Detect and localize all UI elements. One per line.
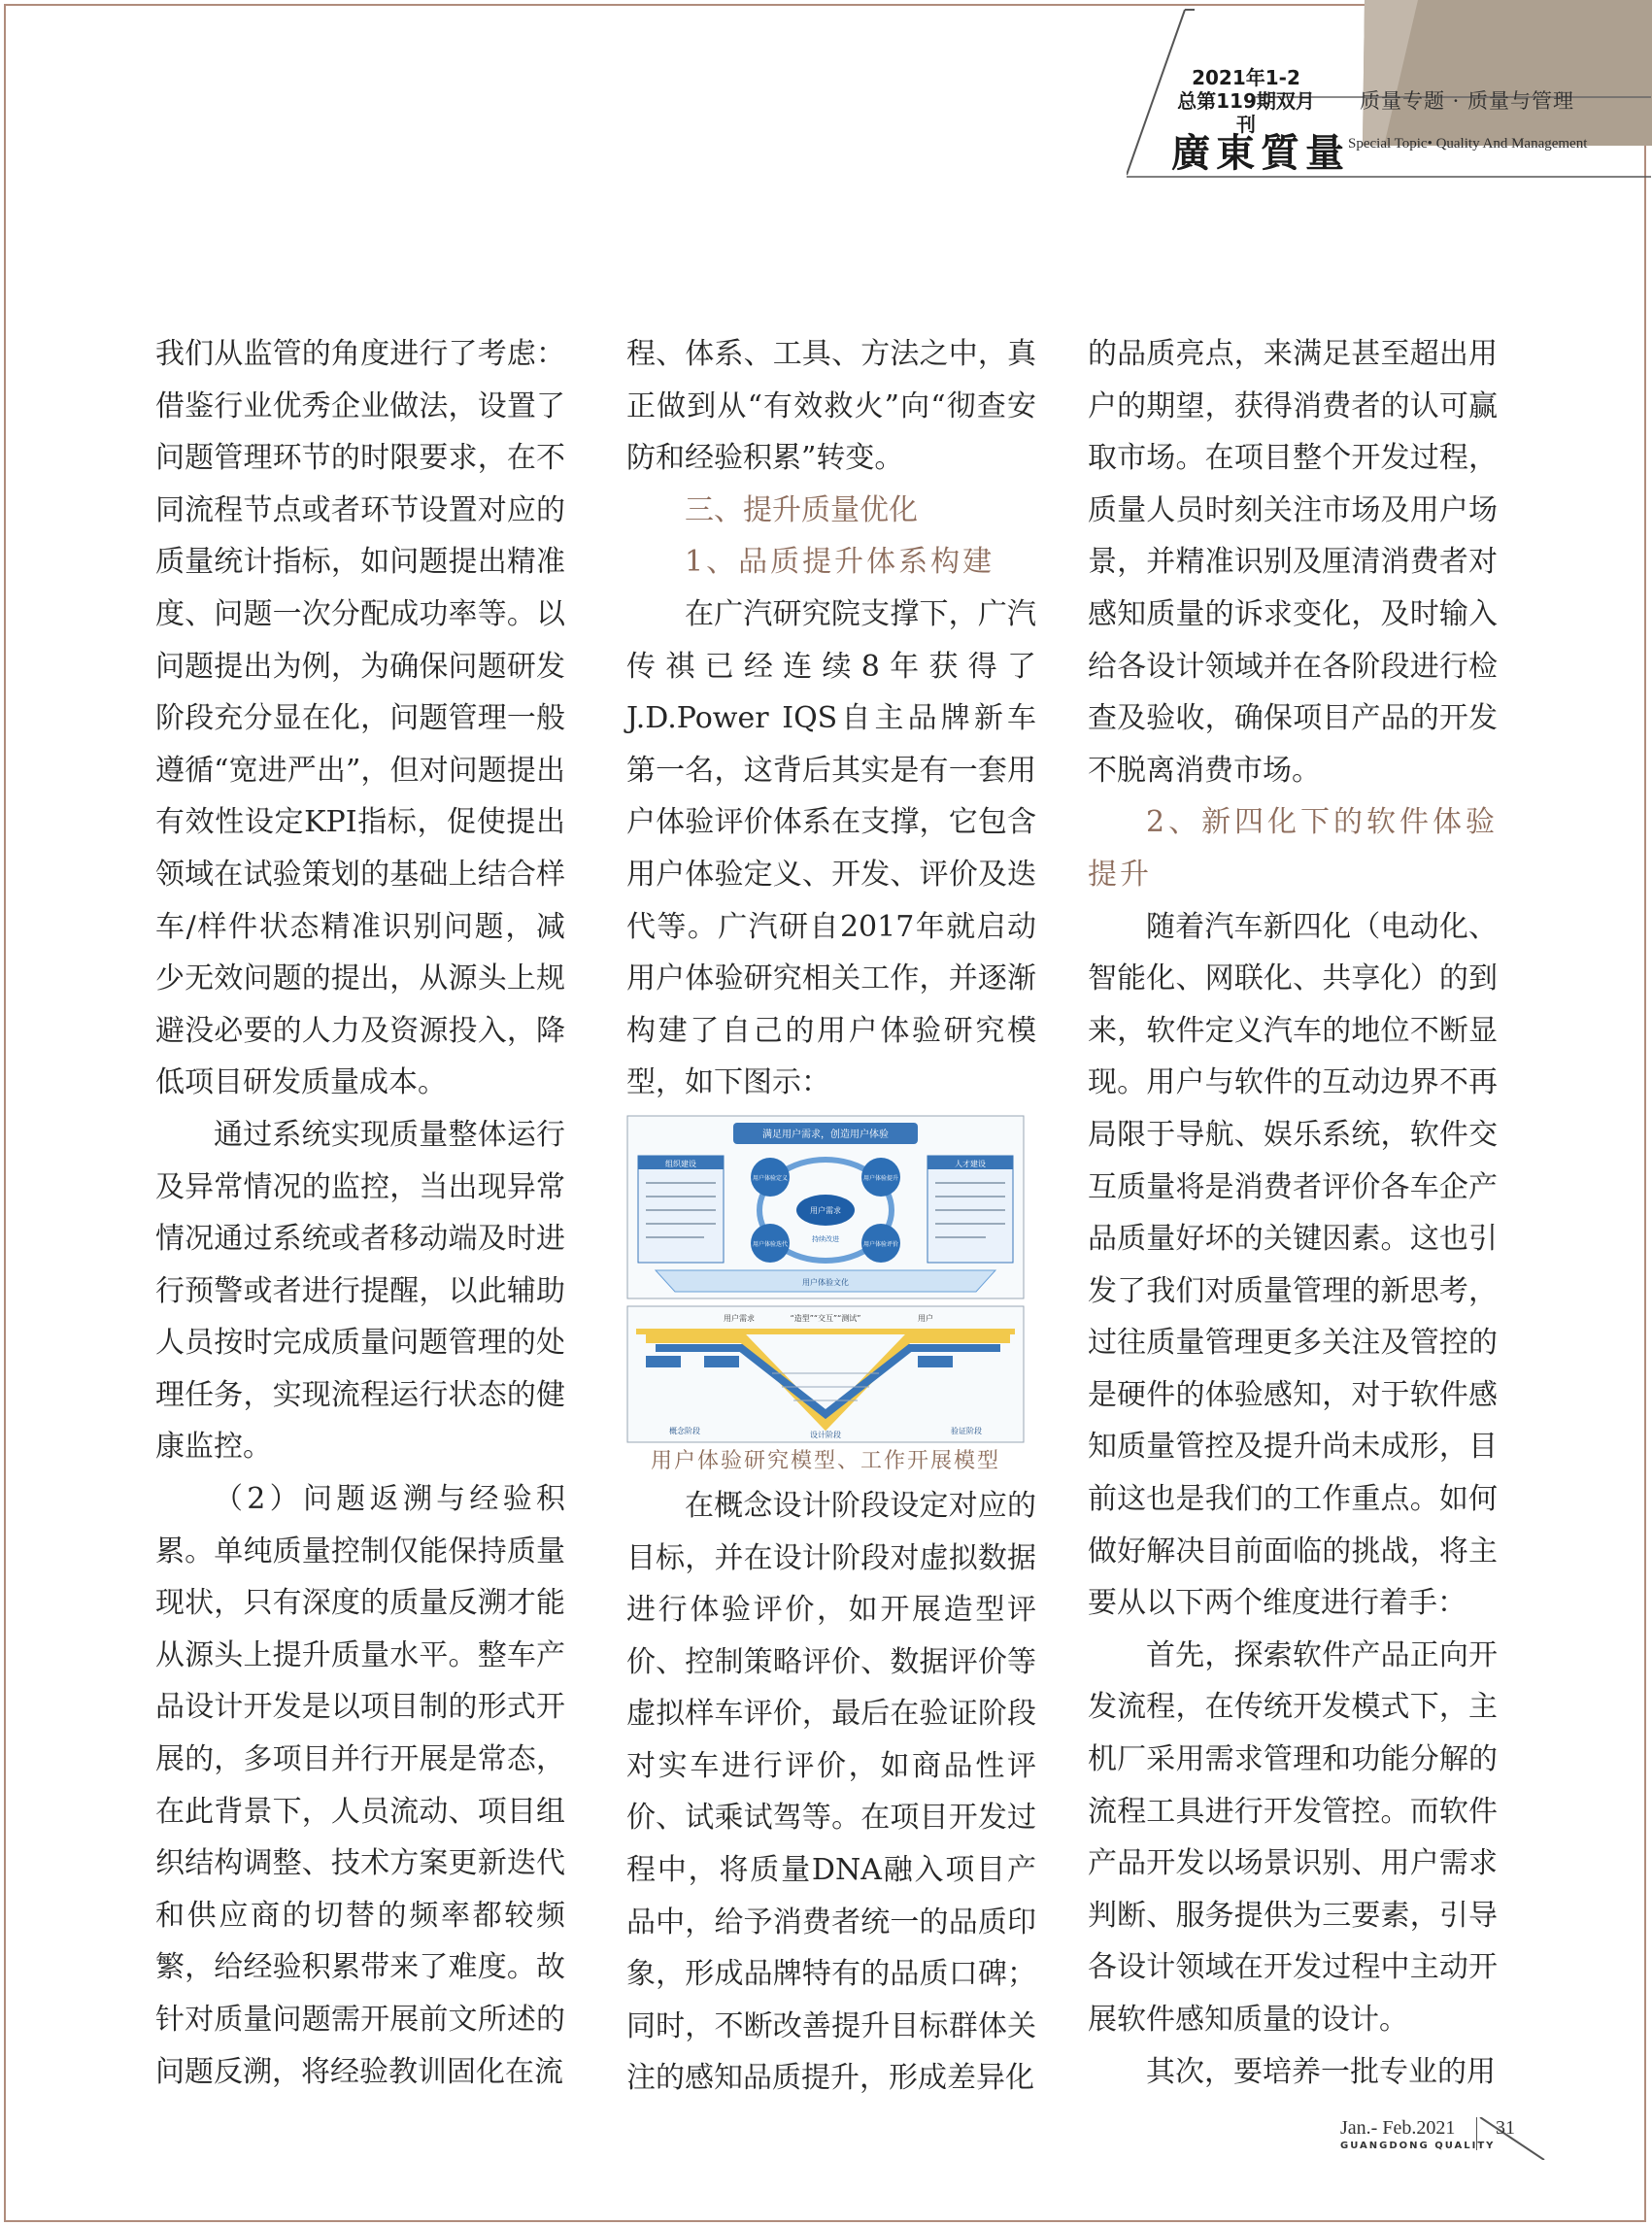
figure-user-experience-model — [626, 1115, 1025, 1480]
figure-bubble-bottom-right: 用户体验评价 — [862, 1240, 899, 1248]
paragraph: 我们从监管的角度进行了考虑：借鉴行业优秀企业做法，设置了问题管理环节的时限要求，在不同流程节点或者环节设置对应的质量统计指标，如问题提出精准度、问题一次分配成功率等。以问题提出为例，为确保问题研发阶段充分显在化，问题管理一般遵循“宽进严出”，但对问题提出有效性设定KPI指标，促使提出领域在试验策划的基础上结合样车/样件状态精准识别问题，减少无效问题的提出，从源头上规避没必要的人力及资源投入，降低项目研发质量成本。 — [155, 337, 565, 1100]
figure-top-diagram — [626, 1115, 1025, 1299]
figure-ring-label: 持续改进 — [812, 1234, 839, 1243]
paragraph: 在广汽研究院支撑下，广汽传祺已经连续8年获得了J.D.Power IQS自主品牌新车第一名，这背后其实是有一套用户体验评价体系在支撑，它包含用户体验定义、开发、评价及迭代等。广汽研自2017年就启动用户体验研究相关工作，并逐渐构建了自己的用户体验研究模型，如下图示： — [626, 596, 1036, 1100]
paragraph: （2）问题返溯与经验积累。单纯质量控制仅能保持质量现状，只有深度的质量反溯才能从源头上提升质量水平。整车产品设计开发是以项目制的形式开展的，多项目并行开展是常态，在此背景下，人员流动、项目组织结构调整、技术方案更新迭代和供应商的切替的频率都较频繁，给经验积累带来了难度。故针对质量问题需开展前文所述的问题反溯，将经验教训固化在流 — [155, 1482, 565, 2089]
magazine-logo: 廣東質量 — [1171, 130, 1350, 176]
figure-bubble-top-left: 用户体验定义 — [752, 1174, 789, 1182]
figure-bottom-diagram — [626, 1305, 1025, 1443]
column-right — [1088, 328, 1498, 2098]
issue-number: 总第119期双月刊 — [1177, 89, 1315, 136]
figure-left-box-title: 组织建设 — [665, 1159, 696, 1168]
section-title-zh: 质量专题 · 质量与管理 — [1360, 89, 1575, 113]
footer-date: Jan.- Feb.2021 — [1340, 2117, 1456, 2139]
footer-divider — [1476, 2117, 1554, 2160]
figure-right-box-title: 人才建设 — [955, 1159, 986, 1168]
subsection-heading: 1、品质提升体系构建 — [685, 545, 995, 580]
paragraph: 在概念设计阶段设定对应的目标，并在设计阶段对虚拟数据进行体验评价，如开展造型评价、控制策略评价、数据评价等虚拟样车评价，最后在验证阶段对实车进行评价，如商品性评价、试乘试驾等。在项目开发过程中，将质量DNA融入项目产品中，给予消费者统一的品质印象，形成品牌特有的品质口碑；同时，不断改善提升目标群体关注的感知品质提升，形成差异化 — [626, 1488, 1036, 2096]
paragraph: 随着汽车新四化（电动化、智能化、网联化、共享化）的到来，软件定义汽车的地位不断显现。用户与软件的互动边界不再局限于导航、娱乐系统，软件交互质量将是消费者评价各车企产品质量好坏的关键因素。这也引发了我们对质量管理的新思考，过往质量管理更多关注及管控的是硬件的体验感知，对于软件感知质量管控及提升尚未成形，目前这也是我们的工作重点。如何做好解决目前面临的挑战，将主要从以下两个维度进行着手： — [1088, 909, 1498, 1621]
figure-top-banner: 满足用户需求，创造用户体验 — [762, 1129, 889, 1140]
paragraph: 程、体系、工具、方法之中，真正做到从“有效救火”向“彻查安防和经验积累”转变。 — [626, 337, 1036, 476]
column-middle — [626, 328, 1036, 2105]
figure-bottom-banner: 用户体验文化 — [802, 1277, 849, 1287]
figure-v-top-center: “造型”“交互”“测试” — [790, 1313, 861, 1323]
figure-v-top-left: 用户需求 — [724, 1313, 755, 1323]
issue-date: 2021年1-2 — [1192, 66, 1300, 89]
figure-v-top-right: 用户 — [918, 1313, 933, 1323]
column-left — [155, 328, 565, 2098]
figure-v-step-2: 设计阶段 — [810, 1430, 841, 1439]
figure-v-step-3: 验证阶段 — [951, 1426, 982, 1435]
footer-magazine-name: GUANGDONG QUALITY — [1340, 2141, 1496, 2151]
figure-bubble-top-right: 用户体验提升 — [862, 1174, 899, 1182]
subsection-heading: 2、新四化下的软件体验提升 — [1088, 805, 1498, 892]
page-number: 31 — [1496, 2117, 1515, 2139]
section-title-en: Special Topic• Quality And Management — [1348, 136, 1588, 152]
figure-caption: 用户体验研究模型、工作开展模型 — [650, 1448, 1000, 1473]
footer — [1340, 2117, 1632, 2175]
figure-bubble-bottom-left: 用户体验迭代 — [752, 1240, 789, 1248]
paragraph: 首先，探索软件产品正向开发流程，在传统开发模式下，主机厂采用需求管理和功能分解的流程工具进行开发管控。而软件产品开发以场景识别、用户需求判断、服务提供为三要素，引导各设计领域在开发过程中主动开展软件感知质量的设计。 — [1088, 1637, 1498, 2037]
section-heading: 三、提升质量优化 — [685, 492, 918, 527]
paragraph: 其次，要培养一批专业的用 — [1146, 2054, 1496, 2089]
paragraph: 通过系统实现质量整体运行及异常情况的监控，当出现异常情况通过系统或者移动端及时进行预警或者进行提醒，以此辅助人员按时完成质量问题管理的处理任务，实现流程运行状态的健康监控。 — [155, 1117, 565, 1465]
figure-v-step-1: 概念阶段 — [669, 1426, 700, 1435]
paragraph: 的品质亮点，来满足甚至超出用户的期望，获得消费者的认可赢取市场。在项目整个开发过程，质量人员时刻关注市场及用户场景，并精准识别及厘清消费者对感知质量的诉求变化，及时输入给各设计领域并在各阶段进行检查及验收，确保项目产品的开发不脱离消费市场。 — [1088, 337, 1498, 788]
figure-center-label: 用户需求 — [810, 1205, 841, 1215]
